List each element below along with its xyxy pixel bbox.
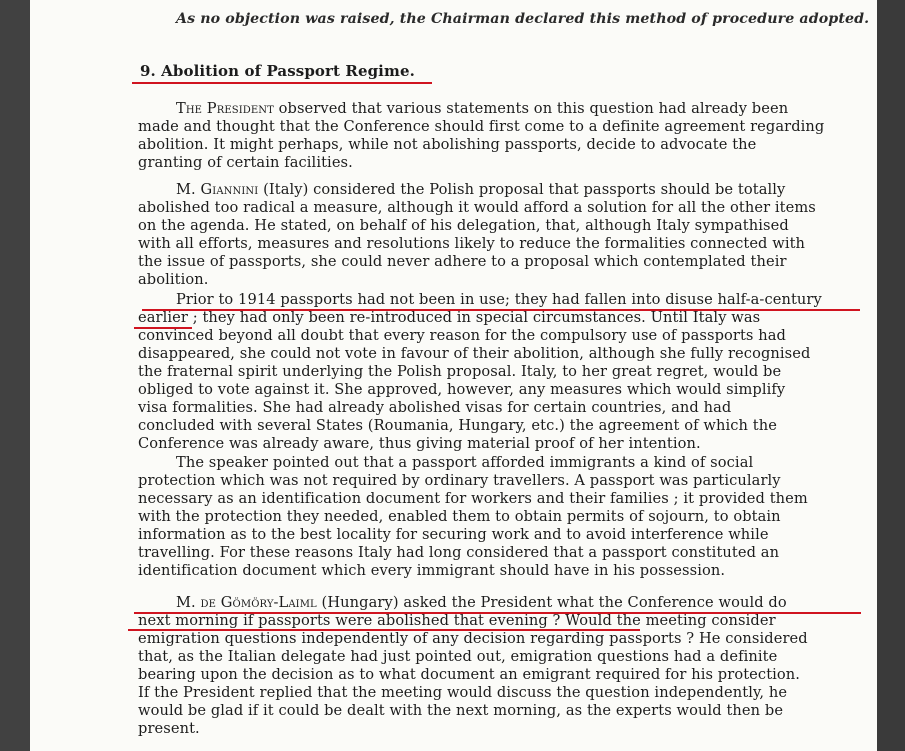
paragraph-3-line-6: obliged to vote against it. She approved, however, any measures which would simplify: [138, 381, 786, 398]
p5-l1-text: (Hungary) asked the President what the Conference would do: [321, 594, 787, 611]
paragraph-2-line-2: abolished too radical a measure, although it would afford a solution for all the other items: [138, 199, 816, 216]
paragraph-4-line-3: necessary as an identification document for workers and their families ; it provided them: [138, 490, 808, 507]
paragraph-2-line-6: abolition.: [138, 271, 209, 288]
document-page: [30, 0, 877, 751]
paragraph-2-line-1: [176, 181, 785, 199]
paragraph-5-line-2: next morning if passports were abolished that evening ? Would the meeting consider: [138, 612, 776, 629]
paragraph-3-line-8: concluded with several States (Roumania, Hungary, etc.) the agreement of which the: [138, 417, 777, 434]
paragraph-3-line-5: the fraternal spirit underlying the Polish proposal. Italy, to her great regret, would be: [138, 363, 782, 380]
paragraph-1-line-1: [176, 100, 788, 118]
paragraph-4-line-4: with the protection they needed, enabled them to obtain permits of sojourn, to obtain: [138, 508, 781, 525]
section-heading: 9. Abolition of Passport Regime.: [140, 62, 415, 80]
paragraph-5-line-6: If the President replied that the meeting would discuss the question independently, he: [138, 684, 788, 701]
speaker-prefix: M.: [176, 181, 196, 198]
p2-l1-text: (Italy) considered the Polish proposal that passports should be totally: [263, 181, 786, 198]
paragraph-1-line-2: made and thought that the Conference should first come to a definite agreement regarding: [138, 118, 825, 135]
scan-left-margin: [0, 0, 30, 751]
paragraph-1-line-4: granting of certain facilities.: [138, 154, 353, 171]
paragraph-4-line-1: The speaker pointed out that a passport afforded immigrants a kind of social: [176, 454, 754, 471]
paragraph-5-line-7: would be glad if it could be dealt with the next morning, as the experts would then be: [138, 702, 784, 719]
paragraph-3-line-1: Prior to 1914 passports had not been in use; they had fallen into disuse half-a-century: [176, 291, 822, 308]
paragraph-4-line-6: travelling. For these reasons Italy had long considered that a passport constituted an: [138, 544, 780, 561]
paragraph-4-line-2: protection which was not required by ordinary travellers. A passport was particularly: [138, 472, 781, 489]
paragraph-2-line-4: with all efforts, measures and resolutions likely to reduce the formalities connected with: [138, 235, 806, 252]
speaker-giannini: Giannini: [200, 181, 259, 198]
paragraph-5-line-1: [176, 594, 787, 612]
p1-l1-text: observed that various statements on this question had already been: [278, 100, 789, 117]
paragraph-3-line-4: disappeared, she could not vote in favour of their abolition, although she fully recognised: [138, 345, 811, 362]
paragraph-2-line-3: on the agenda. He stated, on behalf of his delegation, that, although Italy sympathised: [138, 217, 789, 234]
paragraph-5-line-3: emigration questions independently of any decision regarding passports ? He considered: [138, 630, 808, 647]
paragraph-3-line-7: visa formalities. She had already abolished visas for certain countries, and had: [138, 399, 732, 416]
paragraph-3-line-9: Conference was already aware, thus giving material proof of her intention.: [138, 435, 701, 452]
paragraph-3-line-3: convinced beyond all doubt that every reason for the compulsory use of passports had: [138, 327, 787, 344]
heading-underline: [132, 82, 432, 84]
paragraph-3-line-2: earlier ; they had only been re-introduced in special circumstances. Until Italy was: [138, 309, 761, 326]
paragraph-5-line-4: that, as the Italian delegate had just pointed out, emigration questions had a definite: [138, 648, 778, 665]
paragraph-4-line-7: identification document which every immigrant should have in his possession.: [138, 562, 726, 579]
speaker-prefix-2: M.: [176, 594, 196, 611]
intro-line: As no objection was raised, the Chairman declared this method of procedure adopted.: [176, 10, 870, 27]
scan-right-margin: [877, 0, 905, 751]
paragraph-1-line-3: abolition. It might perhaps, while not abolishing passports, decide to advocate the: [138, 136, 757, 153]
paragraph-4-line-5: information as to the best locality for securing work and to avoid interference while: [138, 526, 769, 543]
paragraph-5-line-5: bearing upon the decision as to what document an emigrant required for his protection.: [138, 666, 801, 683]
speaker-gomory-laiml: de Gömöry-Laiml: [200, 594, 317, 611]
paragraph-5-line-8: present.: [138, 720, 200, 737]
paragraph-2-line-5: the issue of passports, she could never adhere to a proposal which contemplated their: [138, 253, 787, 270]
speaker-president: The President: [176, 100, 279, 117]
